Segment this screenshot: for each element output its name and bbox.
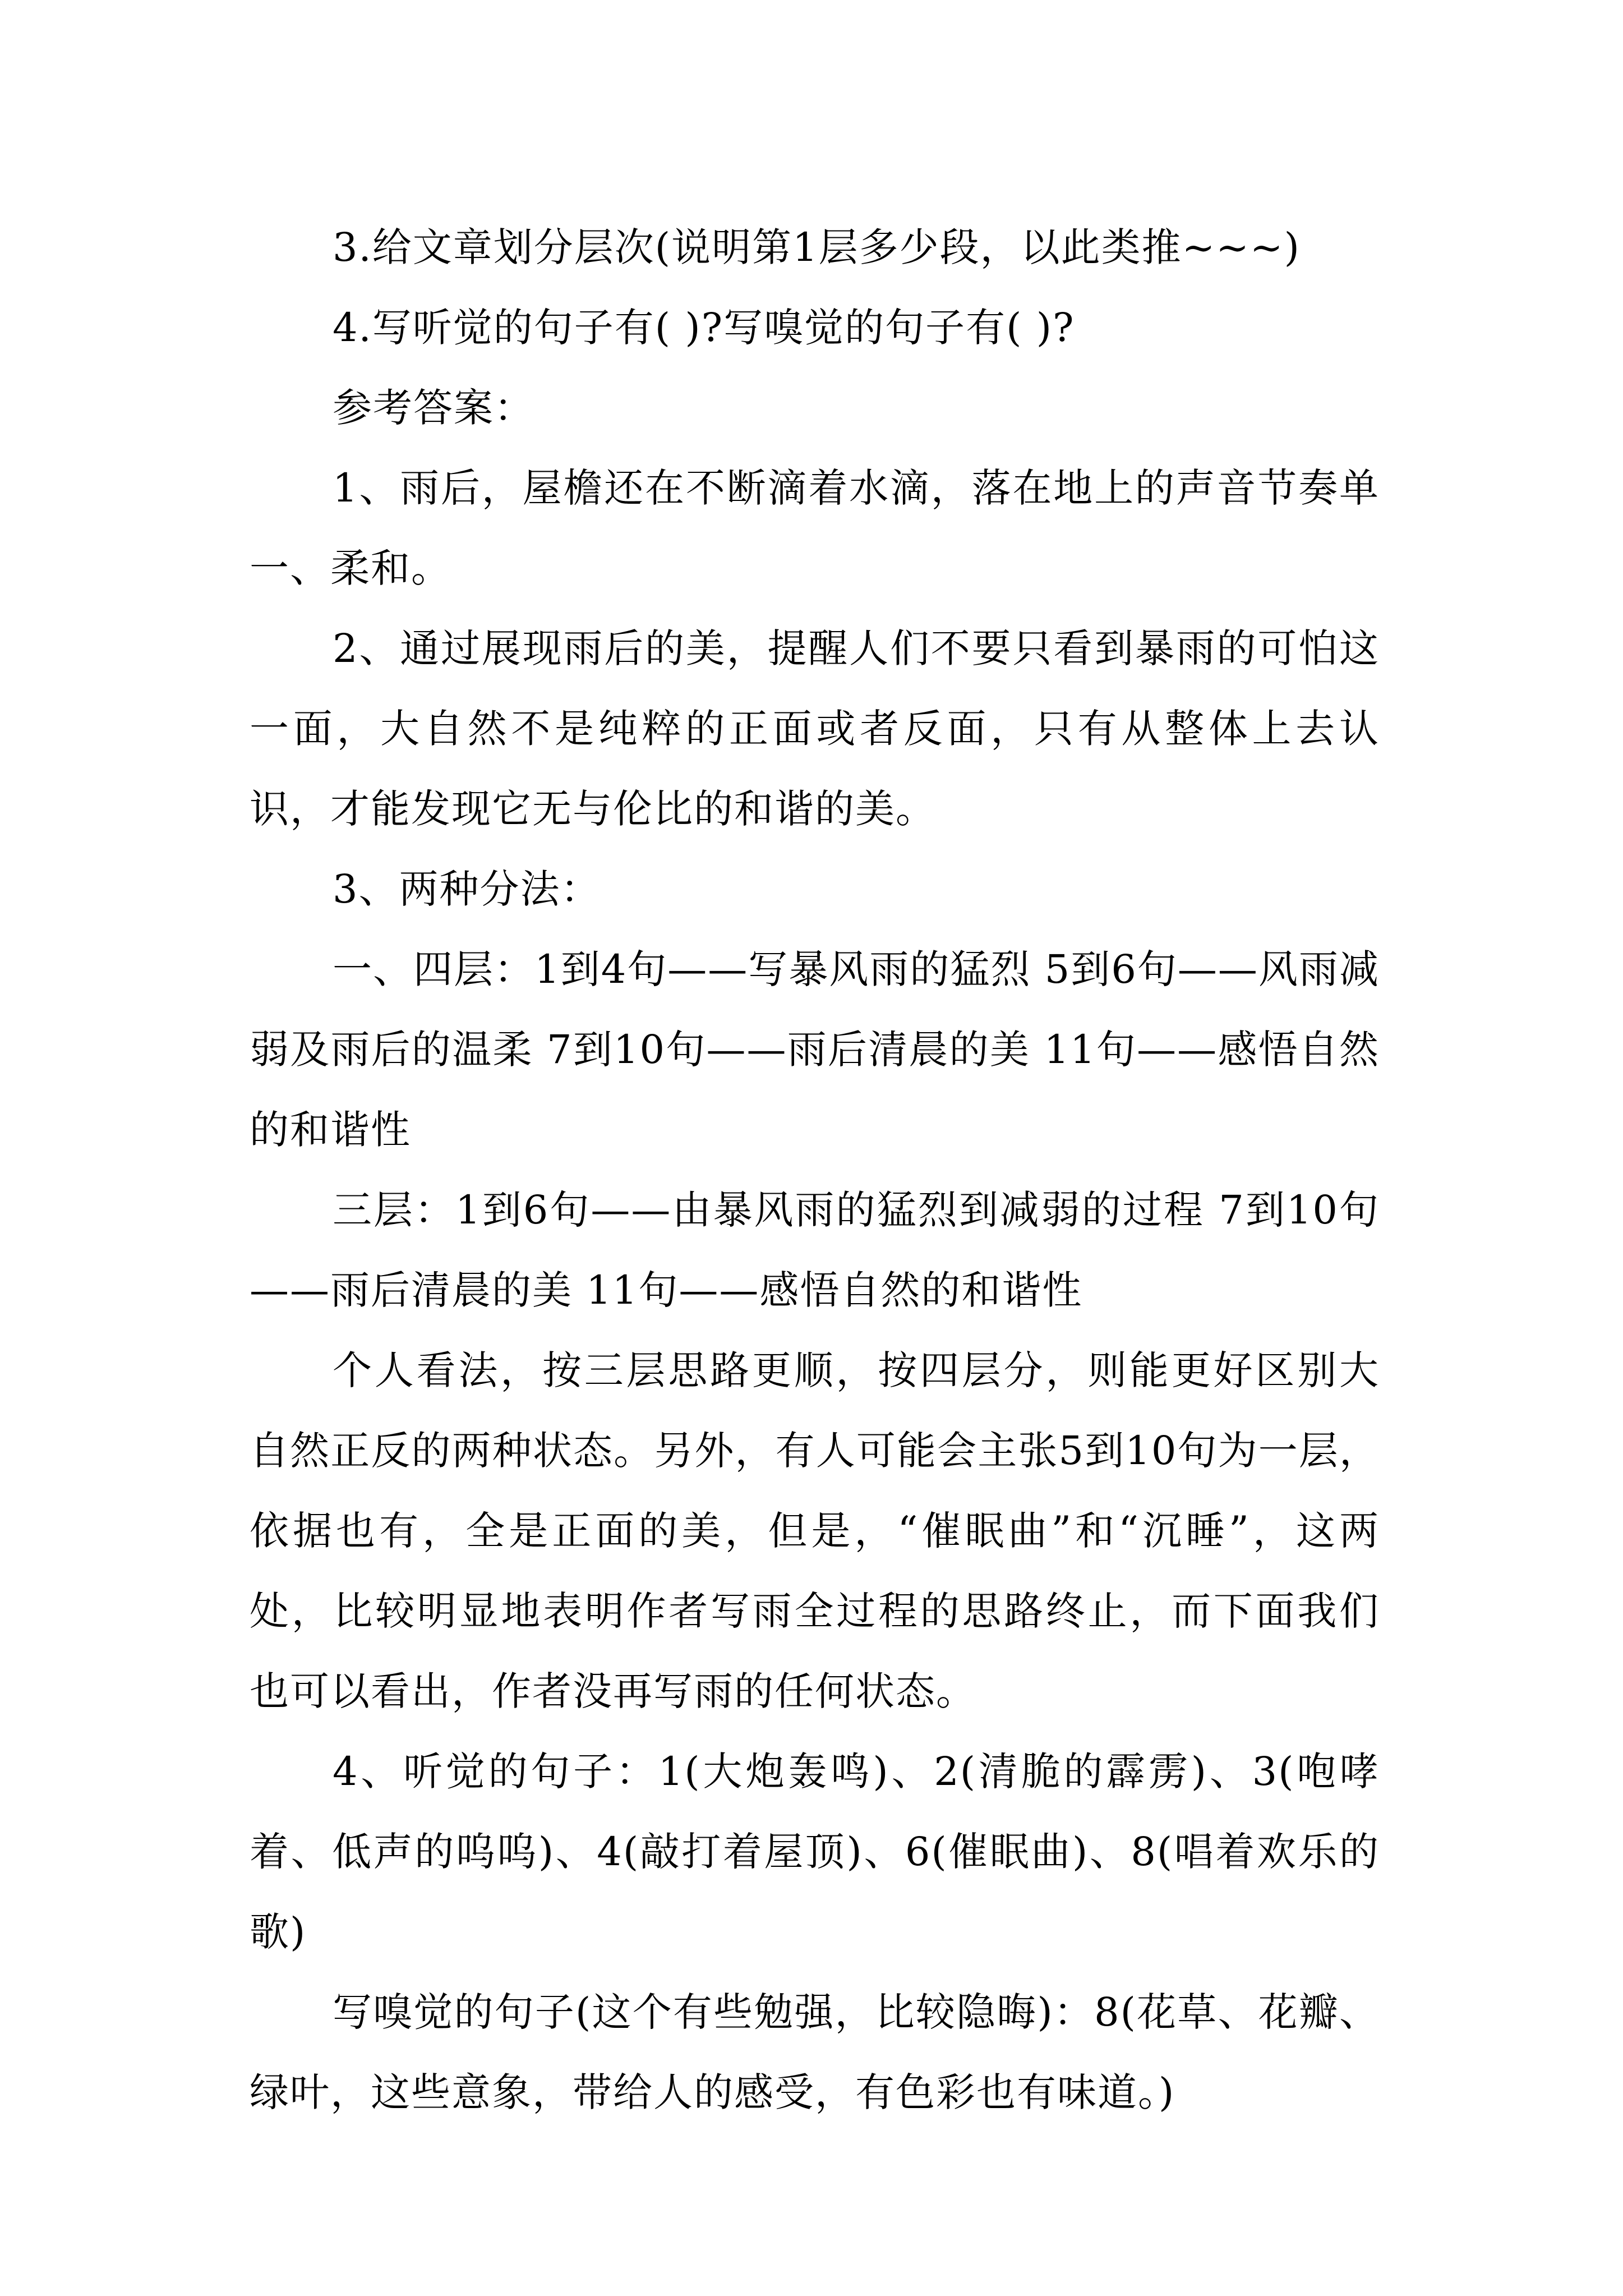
answer-1: 1、雨后，屋檐还在不断滴着水滴，落在地上的声音节奏单一、柔和。 (250, 465, 1380, 591)
answer-heading: 参考答案： (333, 385, 534, 431)
answer-4-smell: 写嗅觉的句子(这个有些勉强，比较隐晦)：8(花草、花瓣、绿叶，这些意象，带给人的感受，有色彩也有味道。) (250, 1989, 1380, 2115)
answer-3-heading: 3、两种分法： (333, 866, 601, 912)
answer-3-three-layers: 三层：1到6句——由暴风雨的猛烈到减弱的过程 7到10句——雨后清晨的美 11句——感悟自然的和谐性 (250, 1187, 1380, 1313)
answer-2: 2、通过展现雨后的美，提醒人们不要只看到暴雨的可怕这一面，大自然不是纯粹的正面或者反面，只有从整体上去认识，才能发现它无与伦比的和谐的美。 (250, 625, 1380, 832)
question-3: 3.给文章划分层次(说明第1层多少段，以此类推~~~) (333, 224, 1301, 270)
question-4: 4.写听觉的句子有( )?写嗅觉的句子有( )? (333, 305, 1075, 351)
answer-4-hearing: 4、听觉的句子：1(大炮轰鸣)、2(清脆的霹雳)、3(咆哮着、低声的呜呜)、4(敲打着屋顶)、6(催眠曲)、8(唱着欢乐的歌) (250, 1749, 1380, 1955)
document-body (250, 208, 1380, 2133)
answer-3-opinion: 个人看法，按三层思路更顺，按四层分，则能更好区别大自然正反的两种状态。另外，有人可能会主张5到10句为一层，依据也有，全是正面的美，但是，“催眠曲”和“沉睡”，这两处，比较明显地表明作者写雨全过程的思路终止，而下面我们也可以看出，作者没再写雨的任何状态。 (250, 1347, 1380, 1714)
answer-3-four-layers: 一、四层：1到4句——写暴风雨的猛烈 5到6句——风雨减弱及雨后的温柔 7到10句——雨后清晨的美 11句——感悟自然的和谐性 (250, 946, 1380, 1153)
